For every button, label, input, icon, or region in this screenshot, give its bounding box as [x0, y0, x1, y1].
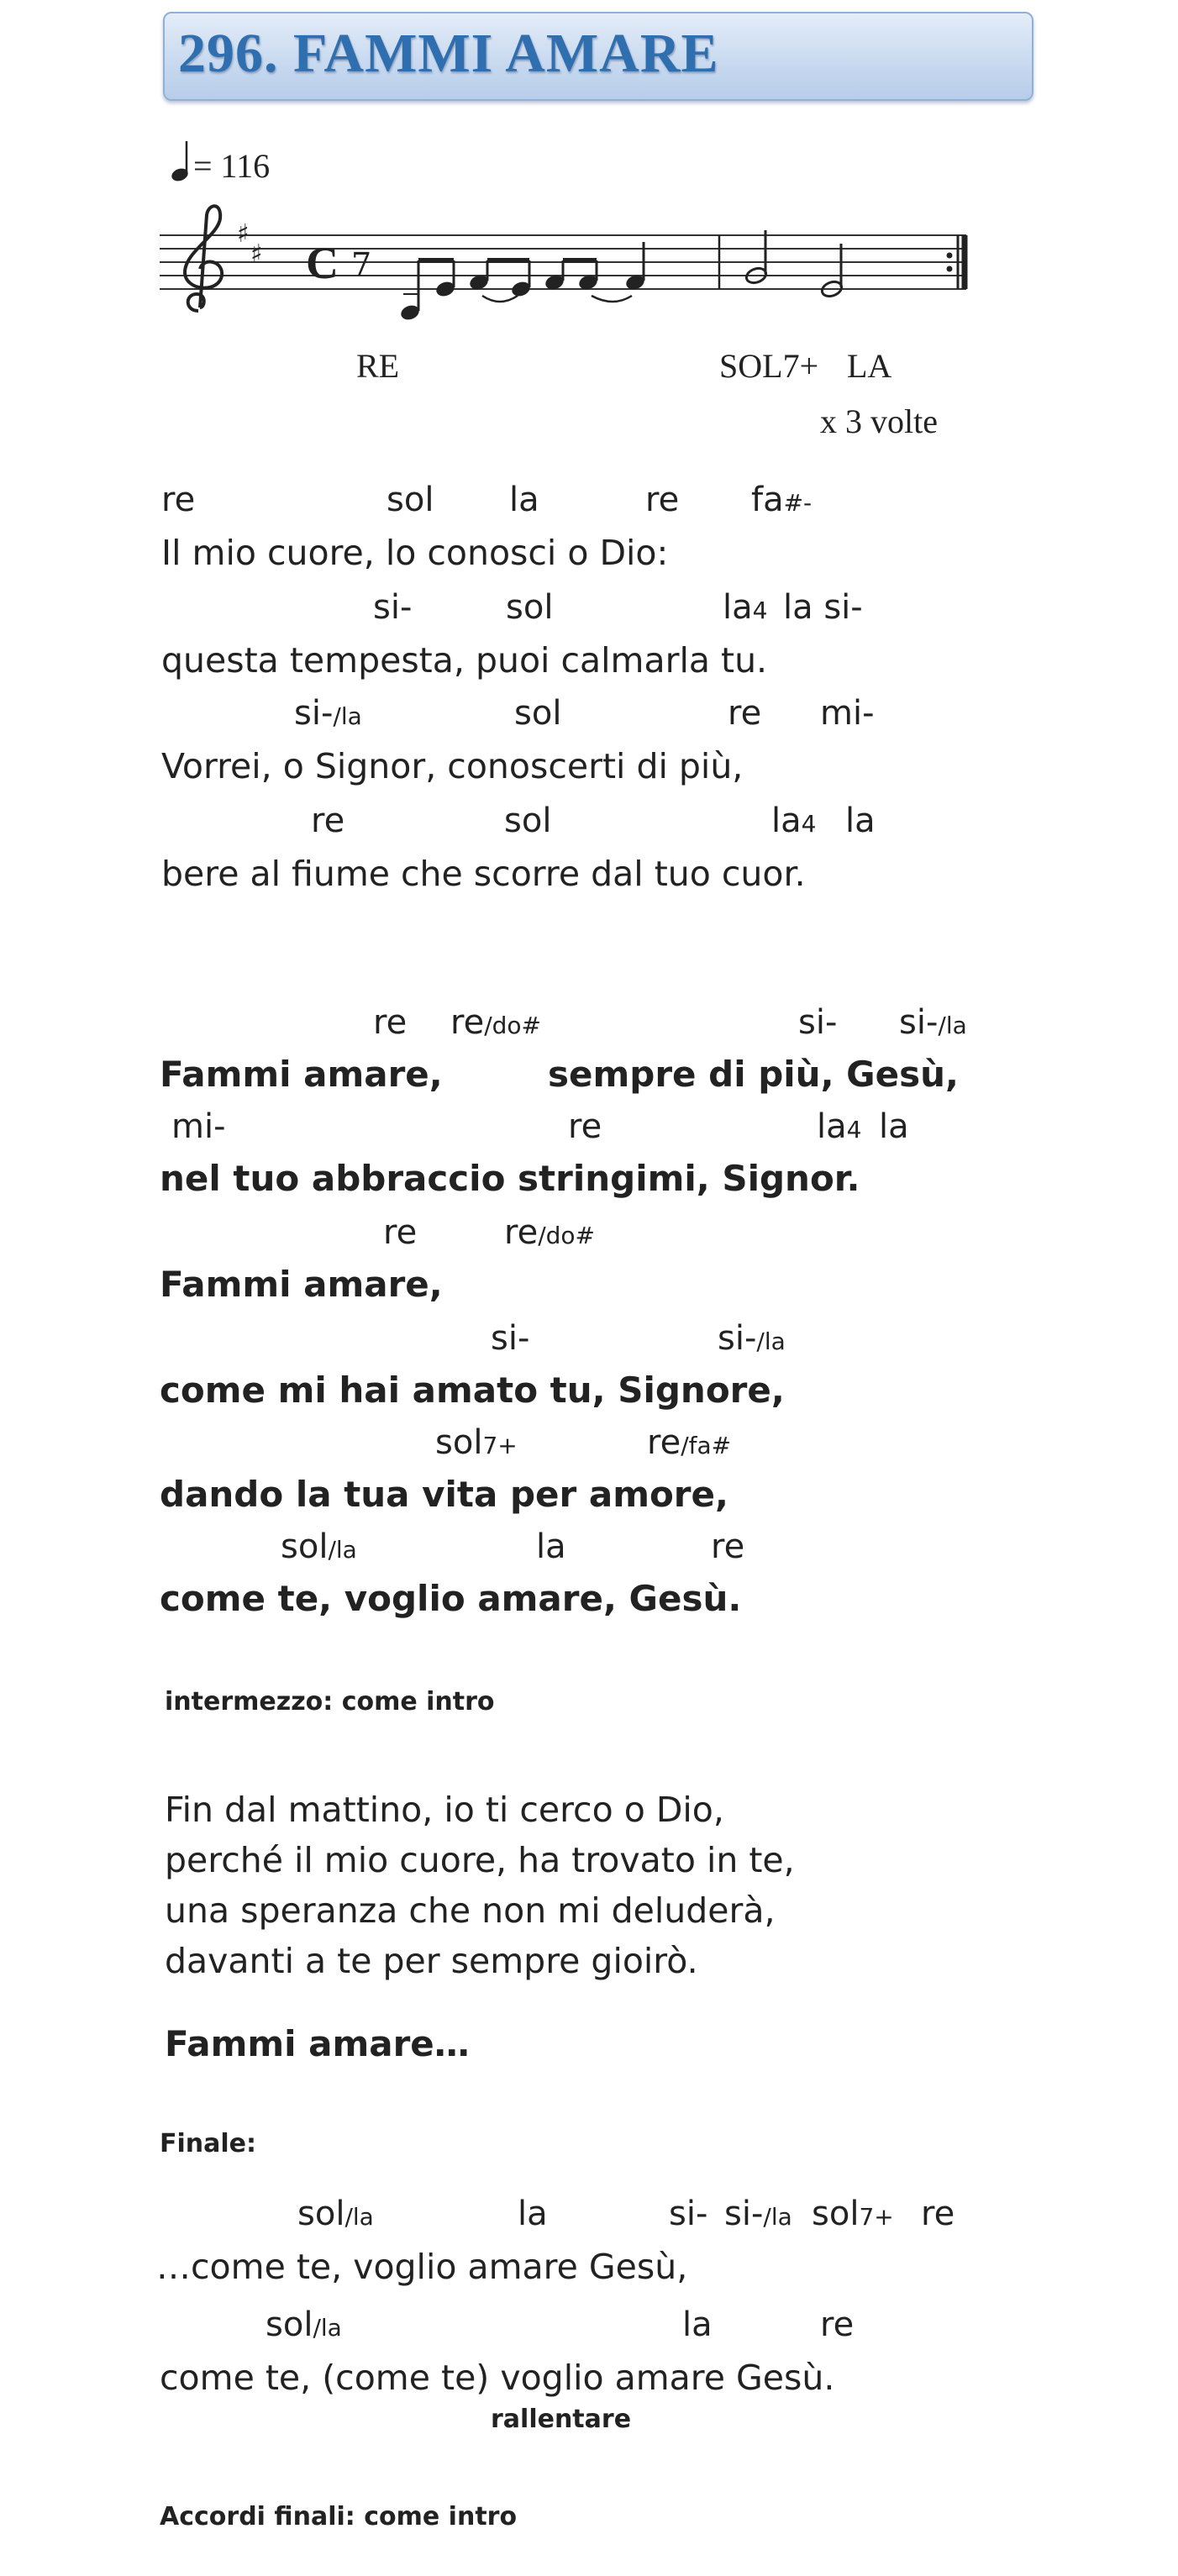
- interlude-note: intermezzo: come intro: [165, 1687, 495, 1716]
- chord: re: [161, 481, 196, 519]
- chord: la: [879, 1107, 909, 1146]
- chord: sol: [387, 481, 434, 519]
- chord: la4: [723, 588, 768, 627]
- chord: re/fa#: [647, 1423, 732, 1462]
- lyric-line: questa tempesta, puoi calmarla tu.: [161, 640, 768, 681]
- lyric-line: nel tuo abbraccio stringimi, Signor.: [160, 1158, 860, 1199]
- chord: fa#-: [751, 481, 813, 519]
- finale-label: Finale:: [160, 2129, 257, 2158]
- chord: re: [711, 1527, 745, 1566]
- lyric-line: …come te, voglio amare Gesù,: [156, 2247, 688, 2287]
- svg-text:7: 7: [351, 246, 372, 283]
- chord: la: [509, 481, 539, 519]
- svg-text:♯: ♯: [237, 219, 250, 249]
- lyric-line: come mi hai amato tu, Signore,: [160, 1369, 785, 1411]
- quarter-note-icon: [170, 141, 190, 183]
- lyric-line: come te, (come te) voglio amare Gesù.: [160, 2358, 835, 2398]
- song-title: 296. FAMMI AMARE: [178, 23, 719, 84]
- chord: la: [536, 1527, 566, 1566]
- chord: si-: [669, 2195, 708, 2233]
- intro-music-notation: [160, 134, 1000, 454]
- chord: la4: [771, 802, 817, 840]
- lyric-line: dando la tua vita per amore,: [160, 1474, 728, 1515]
- lyric-line: Vorrei, o Signor, conoscerti di più,: [161, 746, 744, 786]
- chord: re: [820, 2305, 855, 2344]
- chord: si-/la: [899, 1003, 967, 1042]
- intro-chord-sol7: SOL7+: [719, 347, 819, 385]
- chord: sol7+: [435, 1423, 518, 1462]
- chord: la si-: [783, 588, 863, 627]
- lyric-line: Fammi amare,: [160, 1264, 443, 1305]
- chord: mi-: [171, 1107, 226, 1146]
- lyric-line: Fin dal mattino, io ti cerco o Dio,: [165, 1790, 724, 1830]
- lyric-line: davanti a te per sempre gioirò.: [165, 1941, 698, 1981]
- chord: sol7+: [812, 2195, 894, 2233]
- chord: si-/la: [724, 2195, 792, 2233]
- chord: mi-: [820, 694, 875, 733]
- chord: si-/la: [718, 1319, 786, 1358]
- chord: sol: [504, 802, 552, 840]
- treble-clef-icon: [185, 206, 222, 311]
- chord: si-: [491, 1319, 530, 1358]
- chord: sol: [506, 588, 554, 627]
- lyric-line: sempre di più, Gesù,: [548, 1054, 959, 1095]
- lyric-line: bere al fiume che scorre dal tuo cuor.: [161, 854, 806, 894]
- chord: re: [645, 481, 680, 519]
- chord: sol/la: [297, 2195, 374, 2233]
- chord: re: [728, 694, 762, 733]
- final-chords-note: Accordi finali: come intro: [160, 2502, 518, 2531]
- svg-text:♯: ♯: [250, 239, 263, 269]
- chord: si-: [373, 588, 413, 627]
- lyric-line: una speranza che non mi deluderà,: [165, 1890, 776, 1931]
- chorus-reference: Fammi amare…: [165, 2023, 470, 2064]
- lyric-line: Il mio cuore, lo conosci o Dio:: [161, 533, 669, 573]
- chord: sol: [514, 694, 562, 733]
- tempo-marking: = 116: [193, 147, 271, 185]
- chord: re/do#: [450, 1003, 541, 1042]
- chord: si-: [798, 1003, 838, 1042]
- chord: re: [921, 2195, 955, 2233]
- chord: sol/la: [266, 2305, 342, 2344]
- intro-chord-re: RE: [356, 347, 400, 385]
- chord: la: [518, 2195, 548, 2233]
- chord: re: [311, 802, 345, 840]
- rallentare-note: rallentare: [491, 2405, 632, 2434]
- chord: re: [373, 1003, 408, 1042]
- chord: re/do#: [504, 1213, 595, 1252]
- lyric-line: perché il mio cuore, ha trovato in te,: [165, 1840, 795, 1880]
- time-signature: C: [306, 238, 339, 288]
- intro-chord-la: LA: [847, 347, 892, 385]
- repeat-note: x 3 volte: [820, 402, 938, 440]
- chord: re: [568, 1107, 602, 1146]
- chord: la: [682, 2305, 713, 2344]
- title-banner: [163, 12, 1033, 101]
- lyric-line: Fammi amare,: [160, 1054, 443, 1095]
- chord: sol/la: [281, 1527, 357, 1566]
- chord: la4: [817, 1107, 862, 1146]
- chord: si-/la: [294, 694, 362, 733]
- lyric-line: come te, voglio amare, Gesù.: [160, 1578, 742, 1619]
- chord: re: [383, 1213, 418, 1252]
- chord: la: [845, 802, 876, 840]
